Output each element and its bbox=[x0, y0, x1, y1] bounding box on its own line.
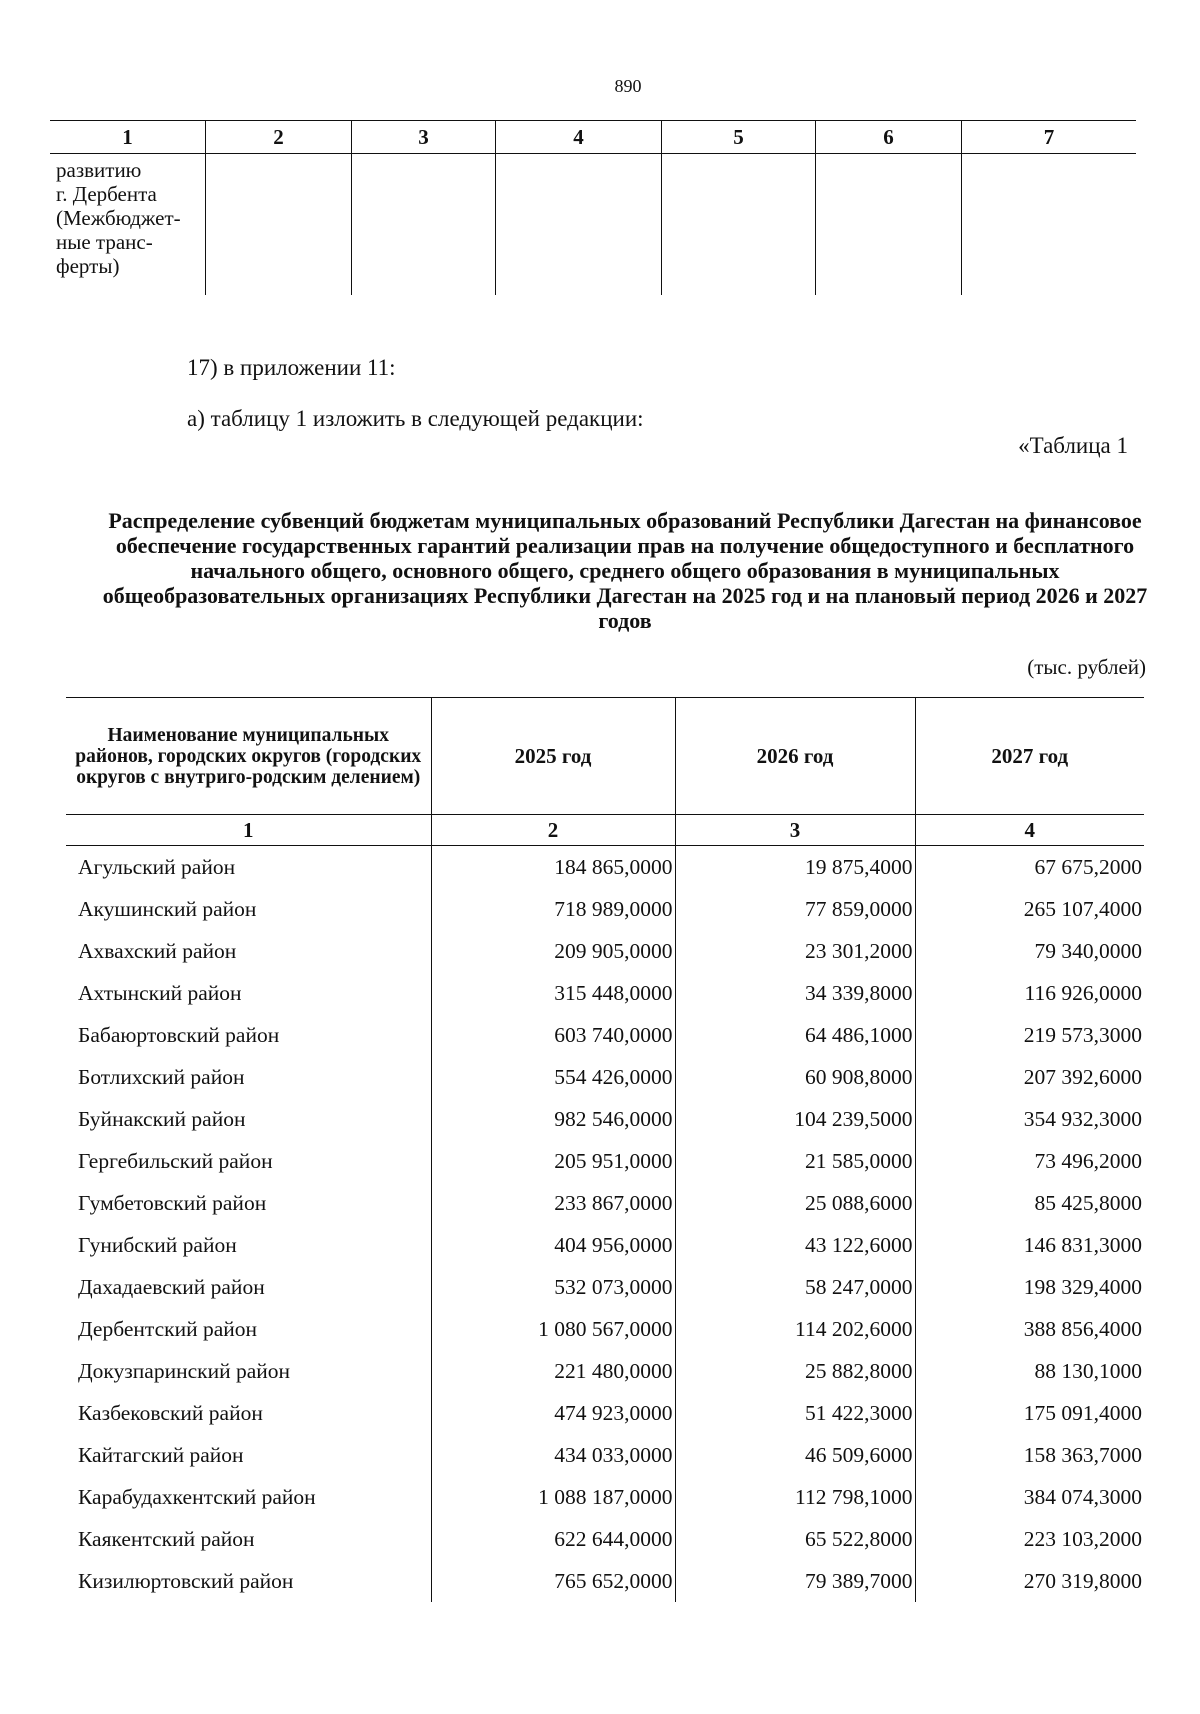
amount-cell: 67 675,2000 bbox=[915, 846, 1144, 889]
amount-cell: 434 033,0000 bbox=[431, 1434, 675, 1476]
table-row bbox=[66, 1224, 1144, 1266]
table-row bbox=[66, 1140, 1144, 1182]
continuation-cell bbox=[962, 154, 1137, 296]
amount-cell: 532 073,0000 bbox=[431, 1266, 675, 1308]
district-name-cell: Карабудахкентский район bbox=[78, 1484, 316, 1509]
table-row bbox=[66, 930, 1144, 972]
district-name-cell: Докузпаринский район bbox=[78, 1358, 291, 1383]
amount-cell: 982 546,0000 bbox=[431, 1098, 675, 1140]
table-row bbox=[66, 1308, 1144, 1350]
amount-cell: 21 585,0000 bbox=[675, 1140, 915, 1182]
amount-cell: 270 319,8000 bbox=[915, 1560, 1144, 1602]
amount-cell: 219 573,3000 bbox=[915, 1014, 1144, 1056]
amount-cell: 116 926,0000 bbox=[915, 972, 1144, 1014]
amount-cell: 25 882,8000 bbox=[675, 1350, 915, 1392]
table-row bbox=[66, 1098, 1144, 1140]
table-label: «Таблица 1 bbox=[1018, 433, 1128, 458]
column-number-cell: 3 bbox=[675, 815, 915, 846]
continuation-header-cell: 1 bbox=[50, 121, 206, 154]
amount-cell: 23 301,2000 bbox=[675, 930, 915, 972]
subvention-table bbox=[66, 697, 1144, 1602]
continuation-cell-text: развитию г. Дербента (Межбюджет- ные транс- ферты) bbox=[56, 158, 181, 278]
district-name-cell: Акушинский район bbox=[78, 896, 257, 921]
continuation-header-cell: 3 bbox=[352, 121, 496, 154]
table-row bbox=[66, 1056, 1144, 1098]
amount-cell: 85 425,8000 bbox=[915, 1182, 1144, 1224]
continuation-cell bbox=[352, 154, 496, 296]
item-17-text: 17) в приложении 11: bbox=[187, 355, 396, 380]
table-row bbox=[66, 1350, 1144, 1392]
table-row bbox=[66, 1392, 1144, 1434]
table-header-row bbox=[66, 698, 1144, 815]
header-year-2: 2026 год bbox=[675, 698, 915, 815]
district-name-cell: Дербентский район bbox=[78, 1316, 258, 1341]
header-year-3: 2027 год bbox=[915, 698, 1144, 815]
table-row bbox=[66, 1182, 1144, 1224]
continuation-header-row bbox=[50, 121, 1136, 154]
continuation-cell bbox=[662, 154, 816, 296]
amount-cell: 1 080 567,0000 bbox=[431, 1308, 675, 1350]
table-row bbox=[66, 1518, 1144, 1560]
column-number-cell: 4 bbox=[915, 815, 1144, 846]
amount-cell: 384 074,3000 bbox=[915, 1476, 1144, 1518]
district-name-cell: Ботлихский район bbox=[78, 1064, 245, 1089]
header-name-column: Наименование муниципальных районов, городских округов (городских округов с внутриго-родским делением) bbox=[66, 698, 431, 815]
amount-cell: 221 480,0000 bbox=[431, 1350, 675, 1392]
amount-cell: 184 865,0000 bbox=[431, 846, 675, 889]
amount-cell: 404 956,0000 bbox=[431, 1224, 675, 1266]
amount-cell: 315 448,0000 bbox=[431, 972, 675, 1014]
page-number: 890 bbox=[614, 76, 642, 96]
amount-cell: 622 644,0000 bbox=[431, 1518, 675, 1560]
amount-cell: 112 798,1000 bbox=[675, 1476, 915, 1518]
amount-cell: 718 989,0000 bbox=[431, 888, 675, 930]
district-name-cell: Бабаюртовский район bbox=[78, 1022, 280, 1047]
column-number-row bbox=[66, 815, 1144, 846]
amount-cell: 34 339,8000 bbox=[675, 972, 915, 1014]
item-a-text: а) таблицу 1 изложить в следующей редакции: bbox=[187, 406, 644, 431]
amount-cell: 46 509,6000 bbox=[675, 1434, 915, 1476]
district-name-cell: Казбековский район bbox=[78, 1400, 263, 1425]
amount-cell: 51 422,3000 bbox=[675, 1392, 915, 1434]
amount-cell: 114 202,6000 bbox=[675, 1308, 915, 1350]
district-name-cell: Гергебильский район bbox=[78, 1148, 273, 1173]
table-body bbox=[66, 846, 1144, 1603]
continuation-cell bbox=[496, 154, 662, 296]
table-row bbox=[66, 1476, 1144, 1518]
amount-cell: 765 652,0000 bbox=[431, 1560, 675, 1602]
column-number-cell: 1 bbox=[66, 815, 431, 846]
amount-cell: 79 389,7000 bbox=[675, 1560, 915, 1602]
district-name-cell: Кайтагский район bbox=[78, 1442, 244, 1467]
continuation-row bbox=[50, 154, 1136, 296]
continuation-header-cell: 5 bbox=[662, 121, 816, 154]
amount-cell: 60 908,8000 bbox=[675, 1056, 915, 1098]
amount-cell: 209 905,0000 bbox=[431, 930, 675, 972]
amount-cell: 198 329,4000 bbox=[915, 1266, 1144, 1308]
continuation-cell bbox=[206, 154, 352, 296]
district-name-cell: Буйнакский район bbox=[78, 1106, 246, 1131]
amount-cell: 474 923,0000 bbox=[431, 1392, 675, 1434]
amount-cell: 554 426,0000 bbox=[431, 1056, 675, 1098]
district-name-cell: Кизилюртовский район bbox=[78, 1568, 294, 1593]
amount-cell: 73 496,2000 bbox=[915, 1140, 1144, 1182]
amount-cell: 207 392,6000 bbox=[915, 1056, 1144, 1098]
continuation-header-cell: 7 bbox=[962, 121, 1137, 154]
district-name-cell: Каякентский район bbox=[78, 1526, 255, 1551]
table-row bbox=[66, 1266, 1144, 1308]
table-row bbox=[66, 972, 1144, 1014]
column-number-cell: 2 bbox=[431, 815, 675, 846]
amount-cell: 65 522,8000 bbox=[675, 1518, 915, 1560]
table-row bbox=[66, 1560, 1144, 1602]
amount-cell: 233 867,0000 bbox=[431, 1182, 675, 1224]
district-name-cell: Гунибский район bbox=[78, 1232, 237, 1257]
table-row bbox=[66, 1434, 1144, 1476]
amount-cell: 43 122,6000 bbox=[675, 1224, 915, 1266]
district-name-cell: Ахтынский район bbox=[78, 980, 242, 1005]
table-title: Распределение субвенций бюджетам муниципальных образований Республики Дагестан на финансовое обеспечение государственных гарантий реализации прав на получение общедоступного и бесплатного начального общего, основного общего, среднего общего образования в муниципальных общеобразовательных организациях Республики Дагестан на 2025 год и на плановый период 2026 и 2027 годов bbox=[102, 508, 1148, 633]
unit-label: (тыс. рублей) bbox=[1027, 655, 1146, 679]
amount-cell: 354 932,3000 bbox=[915, 1098, 1144, 1140]
table-row bbox=[66, 846, 1144, 889]
district-name-cell: Агульский район bbox=[78, 854, 236, 879]
continuation-header-cell: 4 bbox=[496, 121, 662, 154]
amount-cell: 64 486,1000 bbox=[675, 1014, 915, 1056]
continuation-header-cell: 2 bbox=[206, 121, 352, 154]
amount-cell: 25 088,6000 bbox=[675, 1182, 915, 1224]
amount-cell: 58 247,0000 bbox=[675, 1266, 915, 1308]
amount-cell: 146 831,3000 bbox=[915, 1224, 1144, 1266]
amount-cell: 79 340,0000 bbox=[915, 930, 1144, 972]
header-year-1: 2025 год bbox=[431, 698, 675, 815]
amount-cell: 388 856,4000 bbox=[915, 1308, 1144, 1350]
amount-cell: 175 091,4000 bbox=[915, 1392, 1144, 1434]
amount-cell: 223 103,2000 bbox=[915, 1518, 1144, 1560]
amount-cell: 603 740,0000 bbox=[431, 1014, 675, 1056]
amount-cell: 265 107,4000 bbox=[915, 888, 1144, 930]
amount-cell: 77 859,0000 bbox=[675, 888, 915, 930]
amount-cell: 19 875,4000 bbox=[675, 846, 915, 889]
amount-cell: 104 239,5000 bbox=[675, 1098, 915, 1140]
district-name-cell: Дахадаевский район bbox=[78, 1274, 265, 1299]
table-row bbox=[66, 1014, 1144, 1056]
district-name-cell: Ахвахский район bbox=[78, 938, 237, 963]
continuation-cell bbox=[50, 154, 206, 296]
continuation-cell bbox=[816, 154, 962, 296]
continuation-table bbox=[50, 120, 1136, 295]
table-row bbox=[66, 888, 1144, 930]
amount-cell: 88 130,1000 bbox=[915, 1350, 1144, 1392]
amount-cell: 1 088 187,0000 bbox=[431, 1476, 675, 1518]
amount-cell: 158 363,7000 bbox=[915, 1434, 1144, 1476]
continuation-header-cell: 6 bbox=[816, 121, 962, 154]
district-name-cell: Гумбетовский район bbox=[78, 1190, 267, 1215]
amount-cell: 205 951,0000 bbox=[431, 1140, 675, 1182]
